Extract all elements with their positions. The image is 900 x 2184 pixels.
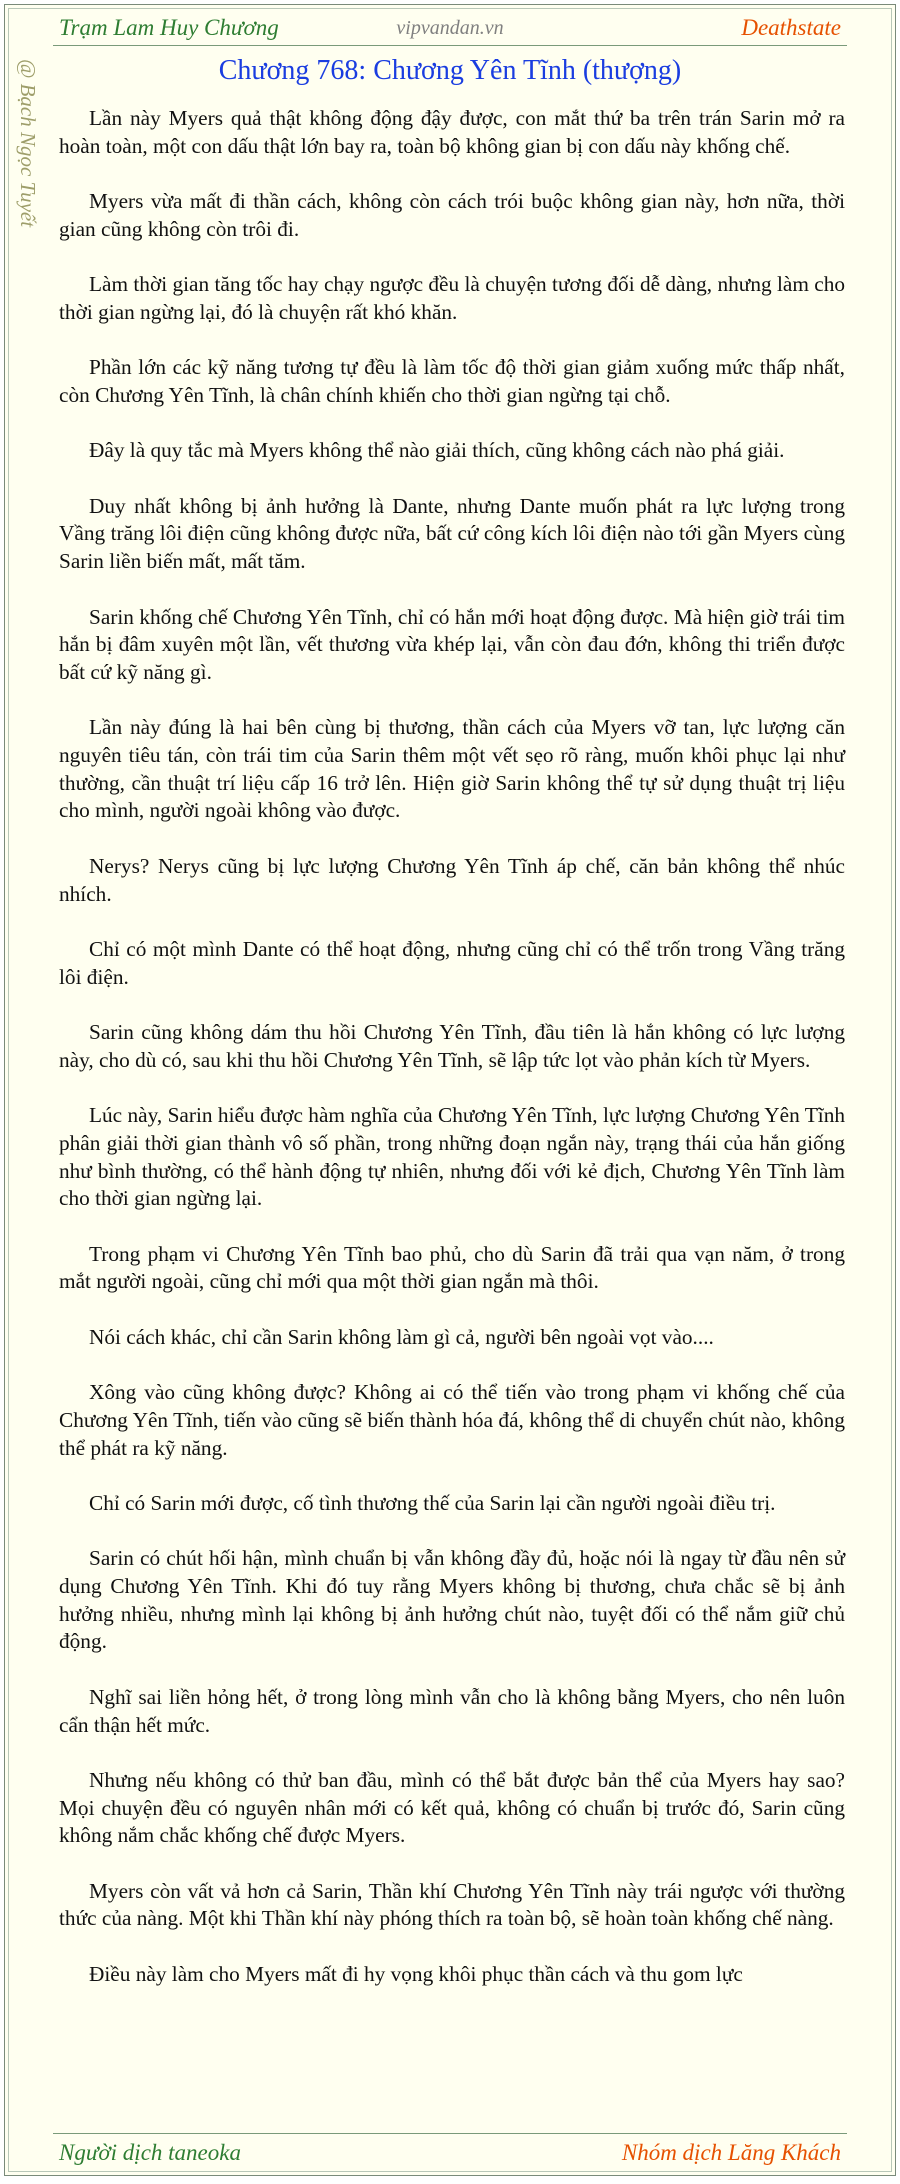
header-right-text: Deathstate — [741, 15, 841, 40]
paragraph: Nerys? Nerys cũng bị lực lượng Chương Yên Tĩnh áp chế, căn bản không thể nhúc nhích. — [59, 853, 845, 906]
paragraph: Lần này đúng là hai bên cùng bị thương, thần cách của Myers vỡ tan, lực lượng căn nguyên tiêu tán, còn trái tim của Sarin thêm một vết sẹo rõ ràng, muốn khôi phục lại như thường, cần thuật trí liệu cấp 16 trở lên. Hiện giờ Sarin không thể tự sử dụng thuật trị liệu cho mình, người ngoài không vào được. — [59, 715, 845, 823]
paragraph: Myers vừa mất đi thần cách, không còn cách trói buộc không gian này, hơn nữa, thời gian cũng không còn trôi đi. — [59, 189, 845, 241]
chapter-title: Chương 768: Chương Yên Tĩnh (thượng) — [218, 55, 682, 86]
header-left-text: Trạm Lam Huy Chương — [59, 15, 279, 40]
paragraph: Điều này làm cho Myers mất đi hy vọng khôi phục thần cách và thu gom lực — [89, 1961, 743, 1986]
chapter-body — [59, 105, 845, 2016]
paragraph: Trong phạm vi Chương Yên Tĩnh bao phủ, cho dù Sarin đã trải qua vạn năm, ở trong mắt người ngoài, cũng chỉ mới qua một thời gian ngắn mà thôi. — [59, 1241, 845, 1294]
footer-translator: Người dịch taneoka — [59, 2140, 241, 2165]
paragraph: Sarin có chút hối hận, mình chuẩn bị vẫn không đầy đủ, hoặc nói là ngay từ đầu nên sử dụng Chương Yên Tĩnh. Khi đó tuy rằng Myers không bị thương, chưa chắc sẽ bị ảnh hưởng nhiều, nhưng mình lại không bị ảnh hưởng chút nào, tuyệt đối có thể nắm giữ chủ động. — [59, 1546, 845, 1654]
paragraph: Phần lớn các kỹ năng tương tự đều là làm tốc độ thời gian giảm xuống mức thấp nhất, còn Chương Yên Tĩnh, là chân chính khiến cho thời gian ngừng tại chỗ. — [59, 355, 845, 407]
header-site-link[interactable]: vipvandan.vn — [396, 17, 504, 39]
paragraph: Nghĩ sai liền hỏng hết, ở trong lòng mình vẫn cho là không bằng Myers, cho nên luôn cẩn thận hết mức. — [59, 1684, 845, 1737]
paragraph: Sarin khống chế Chương Yên Tĩnh, chỉ có hắn mới hoạt động được. Mà hiện giờ trái tim hắn bị đâm xuyên một lần, vết thương vừa khép lại, vẫn còn đau đớn, không thi triển được bất cứ kỹ năng gì. — [59, 604, 845, 684]
paragraph: Làm thời gian tăng tốc hay chạy ngược đều là chuyện tương đối dễ dàng, nhưng làm cho thời gian ngừng lại, đó là chuyện rất khó khăn. — [59, 272, 845, 324]
page-footer — [53, 2133, 847, 2168]
paragraph: Lúc này, Sarin hiểu được hàm nghĩa của Chương Yên Tĩnh, lực lượng Chương Yên Tĩnh phân giải thời gian thành vô số phần, trong những đoạn ngắn này, trạng thái của hắn giống như bình thường, có thể hành động tự nhiên, nhưng đối với kẻ địch, Chương Yên Tĩnh làm cho thời gian ngừng lại. — [59, 1103, 845, 1211]
paragraph: Sarin cũng không dám thu hồi Chương Yên Tĩnh, đầu tiên là hắn không có lực lượng này, cho dù có, sau khi thu hồi Chương Yên Tĩnh, sẽ lập tức lọt vào phản kích từ Myers. — [59, 1020, 845, 1072]
paragraph: Chỉ có Sarin mới được, cố tình thương thế của Sarin lại cần người ngoài điều trị. — [89, 1490, 776, 1515]
paragraph: Myers còn vất vả hơn cả Sarin, Thần khí Chương Yên Tĩnh này trái ngược với thường thức của nàng. Một khi Thần khí này phóng thích ra toàn bộ, sẽ hoàn toàn khống chế nàng. — [59, 1878, 845, 1931]
paragraph: Nhưng nếu không có thử ban đầu, mình có thể bắt được bản thể của Myers hay sao? Mọi chuyện đều có nguyên nhân mới có kết quả, không có chuẩn bị trước đó, Sarin cũng không nắm chắc khống chế được Myers. — [59, 1767, 845, 1848]
document-page — [4, 4, 896, 2176]
paragraph: Duy nhất không bị ảnh hưởng là Dante, nhưng Dante muốn phát ra lực lượng trong Vầng trăng lôi điện cũng không được nữa, bất cứ công kích lôi điện nào tới gần Myers cùng Sarin liền biến mất, mất tăm. — [59, 493, 845, 574]
paragraph: Chỉ có một mình Dante có thể hoạt động, nhưng cũng chỉ có thể trốn trong Vầng trăng lôi điện. — [59, 936, 845, 989]
paragraph: Nói cách khác, chỉ cần Sarin không làm gì cả, người bên ngoài vọt vào.... — [89, 1324, 714, 1349]
paragraph: Lần này Myers quả thật không động đậy được, con mắt thứ ba trên trán Sarin mở ra hoàn toàn, một con dấu thật lớn bay ra, toàn bộ không gian bị con dấu này khống chế. — [59, 106, 845, 158]
footer-group: Nhóm dịch Lăng Khách — [621, 2140, 841, 2165]
paragraph: Xông vào cũng không được? Không ai có thể tiến vào trong phạm vi khống chế của Chương Yên Tĩnh, tiến vào cũng sẽ biến thành hóa đá, không thể di chuyển chút nào, không thể phát ra kỹ năng. — [59, 1380, 845, 1460]
paragraph: Đây là quy tắc mà Myers không thể nào giải thích, cũng không cách nào phá giải. — [89, 438, 785, 463]
page-header — [53, 13, 847, 46]
side-watermark-text: @ Bạch Ngọc Tuyết — [16, 59, 40, 228]
